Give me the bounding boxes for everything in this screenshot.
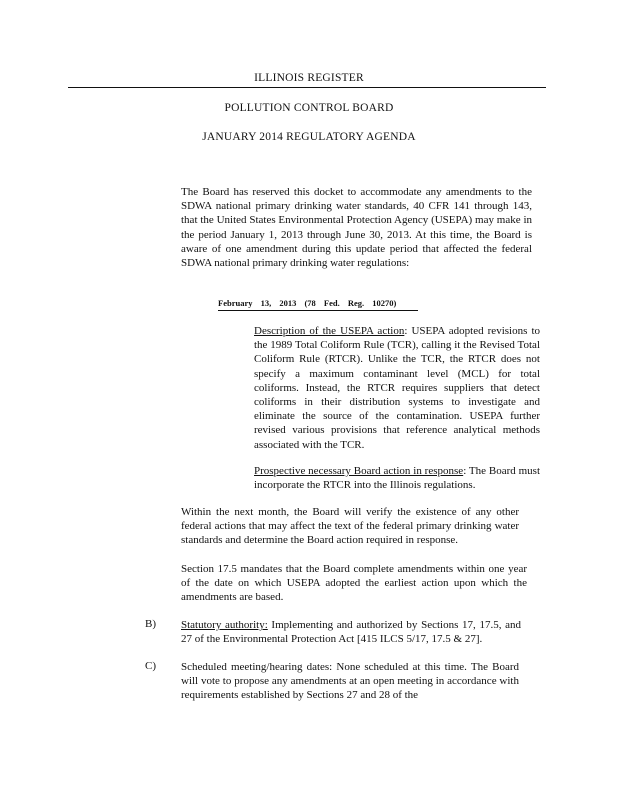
description-paragraph [254,324,540,452]
header-rule [68,87,546,88]
prospective-heading: Prospective necessary Board action in response [254,465,464,477]
statutory-authority-text: Implementing and authorized by Sections 17, 17.5, and 27 of the Environmental Protection Act [415 ILCS 5/17, 17.5 & 27]. [181,619,521,646]
intro-paragraph: The Board has reserved this docket to accommodate any amendments to the SDWA national primary drinking water standards, 40 CFR 141 through 143, that the United States Environmental Protection Agency (USEPA) may make in the period January 1, 2013 through June 30, 2013. At this time, the Board is aware of one amendment during this update period that affected the federal SDWA national primary drinking water regulations: [181,186,532,270]
description-heading: Description of the USEPA action [254,325,405,337]
prospective-text: : The Board must incorporate the RTCR into the Illinois regulations. [254,465,540,492]
prospective-paragraph [254,464,540,492]
board-title: POLLUTION CONTROL BOARD [224,102,394,114]
description-text: : USEPA adopted revisions to the 1989 Total Coliform Rule (TCR), calling it the Revised Total Coliform Rule (RTCR). Unlike the TCR, the RTCR does not specify a maximum contaminant level (MCL) for total coliforms. Instead, the RTCR requires suppliers that detect coliforms in their distribution systems to investigate and eliminate the source of the contamination. USEPA further revised various provisions that reference analytical methods associated with the TCR. [254,325,540,451]
statutory-authority-paragraph [181,618,521,646]
within-paragraph: Within the next month, the Board will verify the existence of any other federal actions that may affect the text of the federal primary drinking water standards and determine the Board action required in response. [181,506,519,547]
section-paragraph: Section 17.5 mandates that the Board complete amendments within one year of the date on which USEPA adopted the earliest action upon which the amendments are based. [181,563,527,604]
federal-register-citation: February 13, 2013 (78 Fed. Reg. 10270) [218,298,418,311]
register-title: ILLINOIS REGISTER [254,72,364,84]
item-b-letter: B) [145,618,156,630]
meeting-dates-paragraph: Scheduled meeting/hearing dates: None scheduled at this time. The Board will vote to propose any amendments at an open meeting in accordance with requirements established by Sections 27 and 28 of the [181,661,519,702]
agenda-title: JANUARY 2014 REGULATORY AGENDA [202,131,416,143]
statutory-authority-heading: Statutory authority: [181,619,268,631]
item-c-letter: C) [145,660,156,672]
